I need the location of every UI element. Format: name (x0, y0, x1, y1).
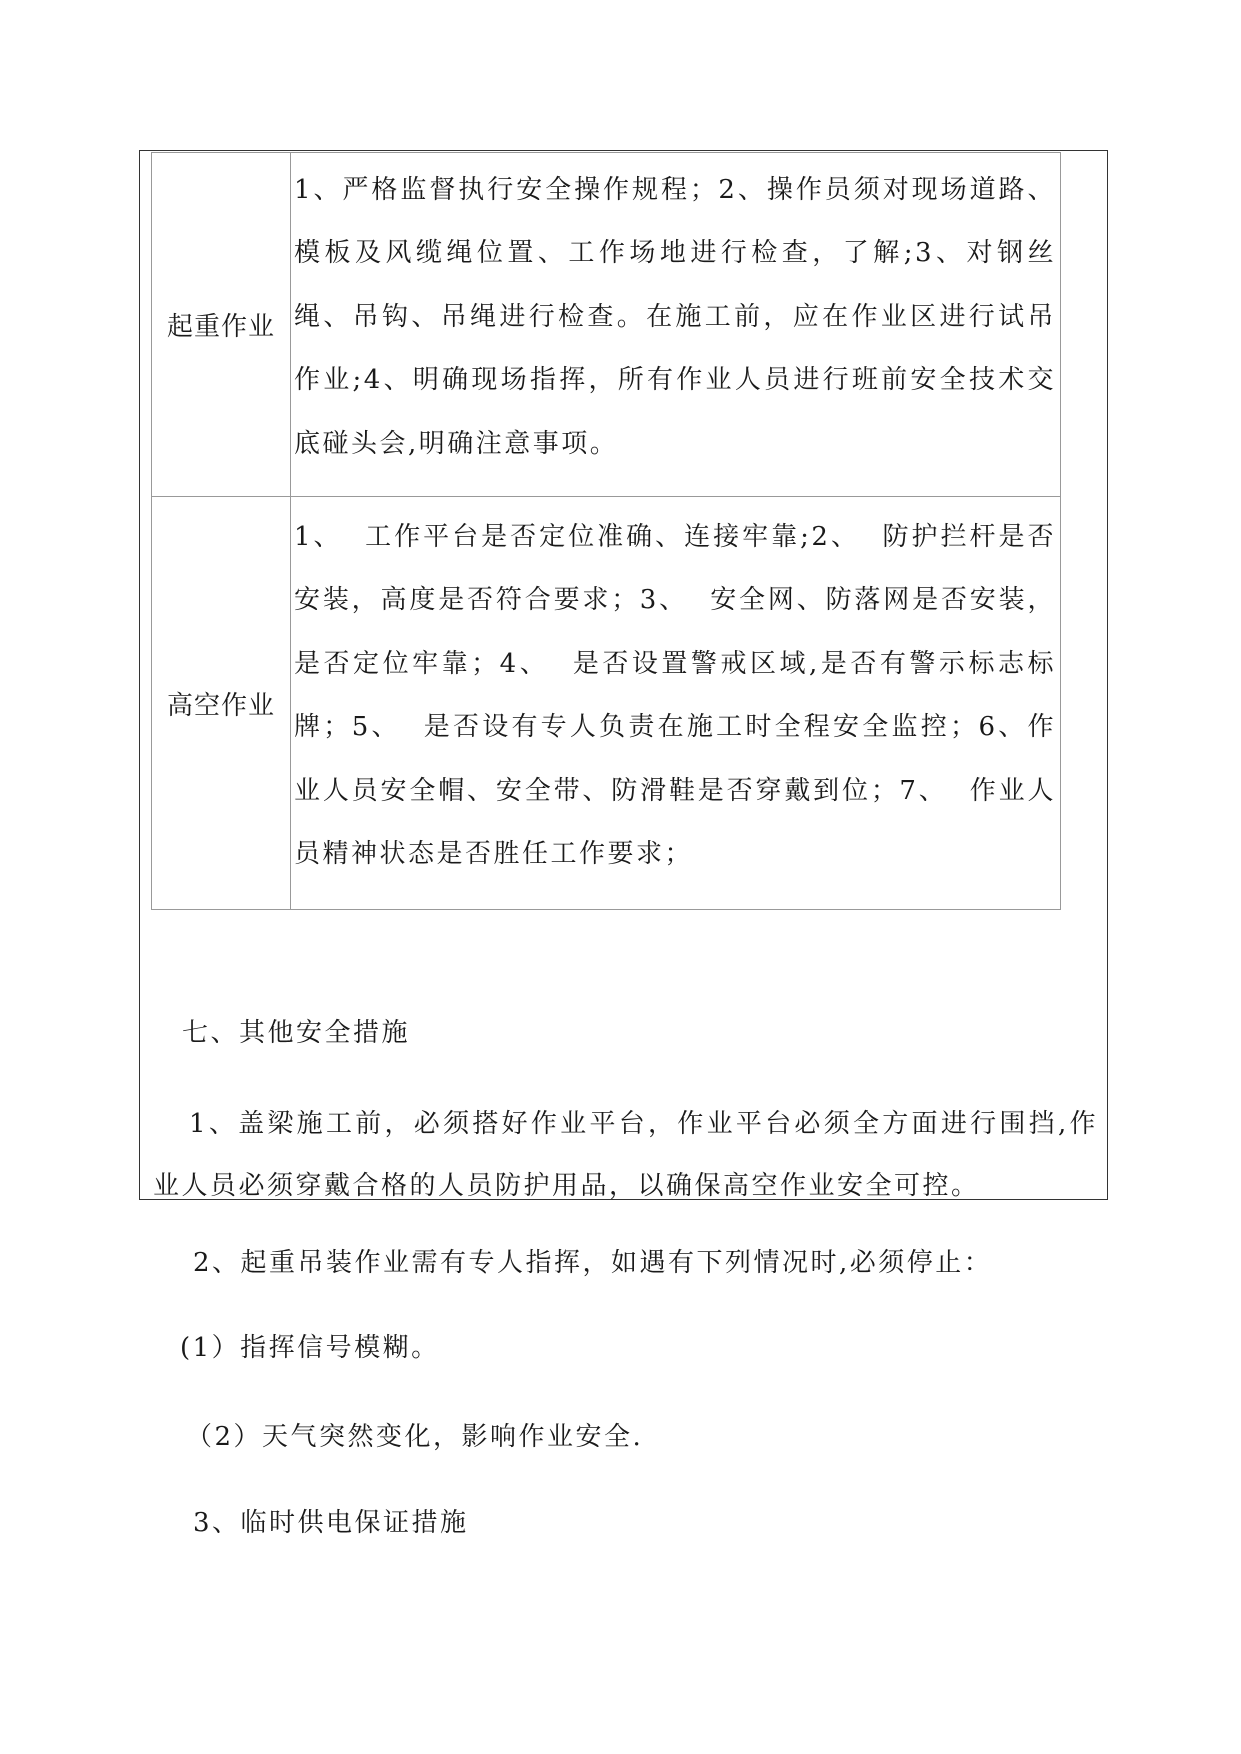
section-heading: 七、其他安全措施 (182, 1018, 411, 1048)
content-cell: 1、 工作平台是否定位准确、连接牢靠;2、 防护拦杆是否安装，高度是否符合要求；3、 安全网、防落网是否安装，是否定位牢靠；4、 是否设置警戒区域,是否有警示标志标牌；5、 是否设有专人负责在施工时全程安全监控；6、作业人员安全帽、安全带、防滑鞋是否穿戴到位；7、 作业人员精神状态是否胜任工作要求； (291, 497, 1061, 910)
paragraph: 2、起重吊装作业需有专人指挥，如遇有下列情况时,必须停止： (193, 1248, 993, 1278)
category-cell: 起重作业 (152, 153, 291, 497)
list-item: (1）指挥信号模糊。 (180, 1333, 440, 1363)
list-item: （2）天气突然变化，影响作业安全. (186, 1422, 644, 1452)
category-cell: 高空作业 (152, 497, 291, 910)
safety-measures-table (151, 152, 1061, 910)
table-row (152, 497, 1061, 910)
paragraph: 3、临时供电保证措施 (193, 1508, 469, 1538)
table-row (152, 153, 1061, 497)
paragraph: 1、盖梁施工前，必须搭好作业平台，作业平台必须全方面进行围挡,作业人员必须穿戴合格的人员防护用品，以确保高空作业安全可控。 (153, 1109, 1098, 1201)
content-cell: 1、严格监督执行安全操作规程；2、操作员须对现场道路、模板及风缆绳位置、工作场地进行检查，了解;3、对钢丝绳、吊钩、吊绳进行检查。在施工前，应在作业区进行试吊作业;4、明确现场指挥，所有作业人员进行班前安全技术交底碰头会,明确注意事项。 (291, 153, 1061, 497)
